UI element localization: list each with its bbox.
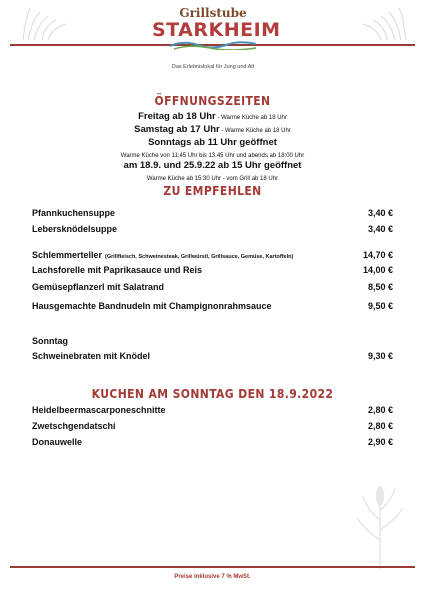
logo-tagline: Das Erlebnislokal für Jung und Alt — [171, 64, 255, 70]
opening-hours-heading: ÖFFNUNGSZEITEN — [154, 94, 271, 108]
opening-line-detail: - Warme Küche ab 18 Uhr — [215, 115, 287, 121]
logo-line2: STARKHEIM — [152, 19, 281, 41]
opening-line-main: Sonntags ab 11 Uhr geöffnet — [148, 137, 277, 148]
menu-item — [32, 224, 393, 234]
logo-line1: Grillstube — [179, 6, 247, 20]
footer-note: Preise inklusive 7 % MwSt. — [174, 574, 251, 580]
menu-item-name: Lachsforelle mit Paprikasauce und Reis — [32, 265, 203, 275]
menu-item-price: 2,80 € — [367, 405, 393, 415]
logo — [152, 6, 281, 70]
recommend-heading: ZU EMPFEHLEN — [163, 184, 262, 198]
cakes-heading: KUCHEN AM SONNTAG DEN 18.9.2022 — [91, 387, 334, 401]
menu-item-name: Schlemmerteller — [32, 250, 103, 260]
opening-line-main: am 18.9. und 25.9.22 ab 15 Uhr geöffnet — [123, 160, 302, 171]
menu-item — [32, 265, 393, 275]
menu-item-name: Heidelbeermascarponeschnitte — [32, 405, 166, 415]
plant-decoration-icon — [345, 480, 415, 570]
menu-item-name: Donauwelle — [32, 437, 83, 447]
menu-item — [32, 282, 393, 292]
menu-item-name: Lebersknödelsuppe — [32, 224, 118, 234]
opening-line-detail: Warme Küche von 11:45 Uhr bis 13.45 Uhr und abends ab 18:00 Uhr — [120, 153, 305, 159]
menu-item-name: Pfannkuchensuppe — [32, 208, 116, 218]
grass-decoration-icon — [351, 6, 411, 40]
grass-decoration-icon — [18, 6, 78, 40]
menu-item-name: Zwetschgendatschi — [32, 421, 116, 431]
menu-item — [32, 250, 393, 260]
menu-item-price: 2,80 € — [367, 421, 393, 431]
menu-item-description: (Grillfleisch, Schweinesteak, Grillwürstl, Grillsauce, Gemüse, Kartoffeln) — [105, 254, 294, 260]
menu-item-price: 14,00 € — [362, 265, 393, 275]
menu-section-label — [32, 336, 393, 346]
menu-item-price: 2,90 € — [367, 437, 393, 447]
menu-item-name: Hausgemachte Bandnudeln mit Champignonrahmsauce — [32, 301, 272, 311]
menu-item-price: 14,70 € — [362, 250, 393, 260]
menu-item-price: 9,30 € — [367, 351, 393, 361]
menu-item — [32, 301, 393, 311]
menu-item — [32, 437, 393, 447]
opening-line-detail: Warme Küche ab 15:30 Uhr - vom Grill ab 18 Uhr — [146, 176, 279, 182]
river-icon — [170, 40, 256, 50]
menu-item — [32, 421, 393, 431]
menu-item — [32, 351, 393, 361]
menu-item-name: Sonntag — [32, 336, 68, 346]
menu-item-price: 3,40 € — [367, 208, 393, 218]
opening-line-main: Samstag ab 17 Uhr — [134, 124, 220, 135]
menu-item-price: 8,50 € — [367, 282, 393, 292]
menu-item-price: 9,50 € — [367, 301, 393, 311]
opening-line-detail: - Warme Küche ab 18 Uhr — [219, 128, 291, 134]
menu-item — [32, 405, 393, 415]
opening-line-main: Freitag ab 18 Uhr — [138, 111, 216, 122]
bottom-divider — [10, 566, 415, 568]
menu-item — [32, 208, 393, 218]
menu-item-price: 3,40 € — [367, 224, 393, 234]
menu-item-name: Schweinebraten mit Knödel — [32, 351, 151, 361]
menu-item-name: Gemüsepflanzerl mit Salatrand — [32, 282, 165, 292]
